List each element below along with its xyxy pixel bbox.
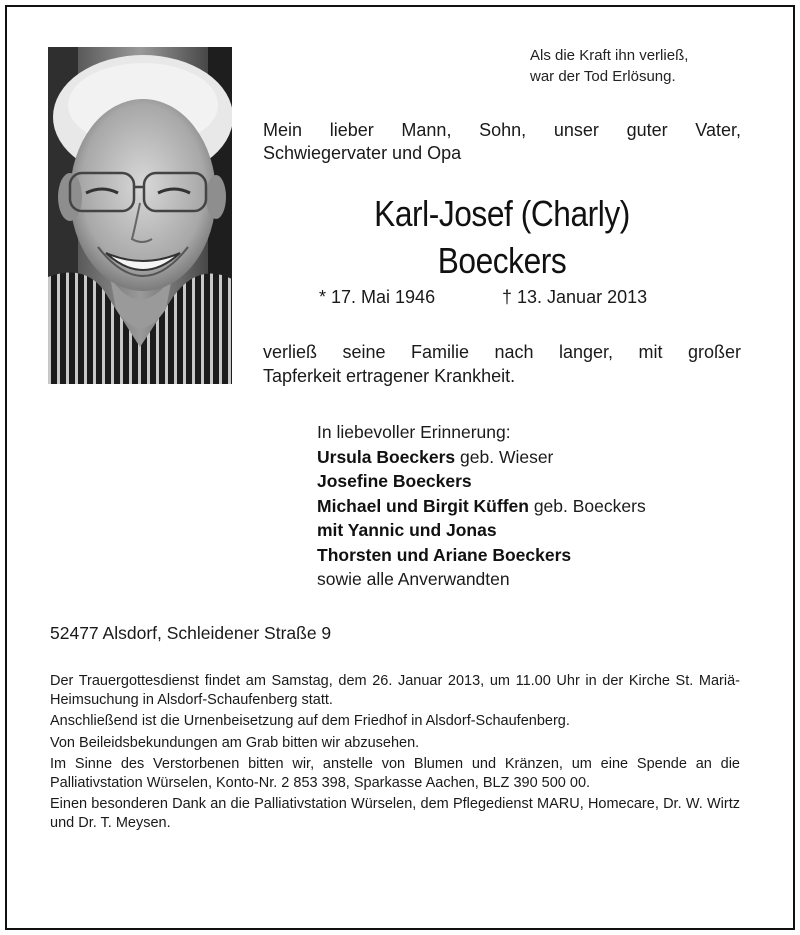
intro-text	[263, 119, 741, 165]
mourners-heading: In liebevoller Erinnerung:	[317, 422, 511, 442]
deceased-surname: Boeckers	[437, 240, 567, 281]
deceased-name: Karl-Josef (Charly)	[374, 193, 630, 234]
mourner-name: Ursula Boeckers	[317, 446, 456, 467]
service-details	[50, 672, 740, 835]
mourner-name: Thorsten und Ariane Boeckers	[317, 544, 572, 565]
mourner-entry	[317, 543, 646, 568]
mourner-name: Josefine Boeckers	[317, 471, 472, 491]
mourner-note: geb. Boeckers	[533, 495, 646, 516]
passing-line: Tapferkeit ertragener Krankheit.	[263, 366, 516, 386]
mourner-entry	[317, 469, 646, 494]
motto	[530, 45, 688, 87]
intro-line: Schwiegervater und Opa	[263, 143, 462, 163]
mourners-closing: sowie alle Anverwandten	[317, 569, 510, 589]
intro-line: Mein lieber Mann, Sohn, unser guter Vater,	[263, 120, 741, 140]
motto-line: Als die Kraft ihn verließ,	[530, 47, 689, 64]
donation-info: Im Sinne des Verstorbenen bitten wir, anstelle von Blumen und Kränzen, um eine Spende an die Palliativstation Würselen, Konto-Nr. 2 853 398, Sparkasse Aachen, BLZ 390 500 00.	[50, 756, 740, 791]
mourner-note: geb. Wieser	[460, 446, 554, 467]
passing-line: verließ seine Familie nach langer, mit großer	[263, 342, 741, 362]
thanks-info: Einen besonderen Dank an die Palliativstation Würselen, dem Pflegedienst MARU, Homecare, Dr. W. Wirtz und Dr. T. Meysen.	[50, 796, 740, 831]
mourner-entry	[317, 518, 646, 543]
mourner-name: mit Yannic und Jonas	[317, 520, 497, 540]
death-date: † 13. Januar 2013	[502, 287, 648, 307]
portrait-photo	[48, 47, 232, 384]
birth-date: * 17. Mai 1946	[319, 287, 436, 307]
condolence-info: Von Beileidsbekundungen am Grab bitten wir abzusehen.	[50, 734, 420, 751]
mourners-list	[317, 420, 646, 592]
service-info: Der Trauergottesdienst findet am Samstag, dem 26. Januar 2013, um 11.00 Uhr in der Kirche St. Mariä-Heimsuchung in Alsdorf-Schaufenberg statt.	[50, 673, 740, 708]
passing-text	[263, 340, 741, 388]
mourner-entry	[317, 445, 646, 470]
mourner-entry	[317, 494, 646, 519]
family-address: 52477 Alsdorf, Schleidener Straße 9	[50, 623, 332, 643]
burial-info: Anschließend ist die Urnenbeisetzung auf dem Friedhof in Alsdorf-Schaufenberg.	[50, 713, 570, 729]
motto-line: war der Tod Erlösung.	[530, 68, 676, 85]
mourner-name: Michael und Birgit Küffen	[317, 495, 529, 516]
